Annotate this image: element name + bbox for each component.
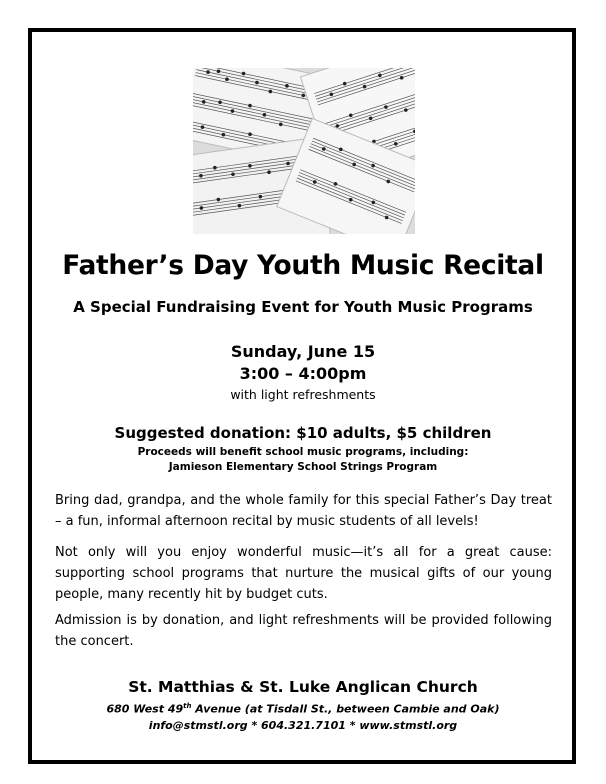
- paragraph-admission: Admission is by donation, and light refreshments will be provided following the concert.: [55, 613, 552, 649]
- beneficiary-program: Jamieson Elementary School Strings Program: [168, 461, 438, 473]
- paragraph-invitation: Bring dad, grandpa, and the whole family for this special Father’s Day treat – a fun, informal afternoon recital by music students of all levels!: [55, 493, 552, 529]
- event-date: Sunday, June 15: [230, 342, 376, 361]
- church-name: St. Matthias & St. Luke Anglican Church: [128, 678, 478, 696]
- event-time: 3:00 – 4:00pm: [239, 364, 367, 383]
- address-number: 680 West 49: [106, 702, 184, 716]
- address-rest: Avenue (at Tisdall St., between Cambie and Oak): [191, 702, 500, 716]
- refreshments-note: with light refreshments: [230, 387, 376, 402]
- sheet-music-photo: [193, 68, 415, 234]
- proceeds-note: Proceeds will benefit school music programs, including:: [137, 446, 469, 458]
- page-title: Father’s Day Youth Music Recital: [62, 250, 544, 281]
- church-address: [0, 702, 606, 716]
- contact-info: info@stmstl.org * 604.321.7101 * www.stmstl.org: [148, 719, 458, 732]
- suggested-donation: Suggested donation: $10 adults, $5 children: [114, 424, 492, 442]
- subtitle: A Special Fundraising Event for Youth Music Programs: [73, 298, 533, 316]
- address-suffix: th: [183, 702, 192, 710]
- paragraph-cause: Not only will you enjoy wonderful music—it’s all for a great cause: supporting school programs that nurture the musical gifts of our young people, many recently hit by budget cuts.: [55, 545, 552, 602]
